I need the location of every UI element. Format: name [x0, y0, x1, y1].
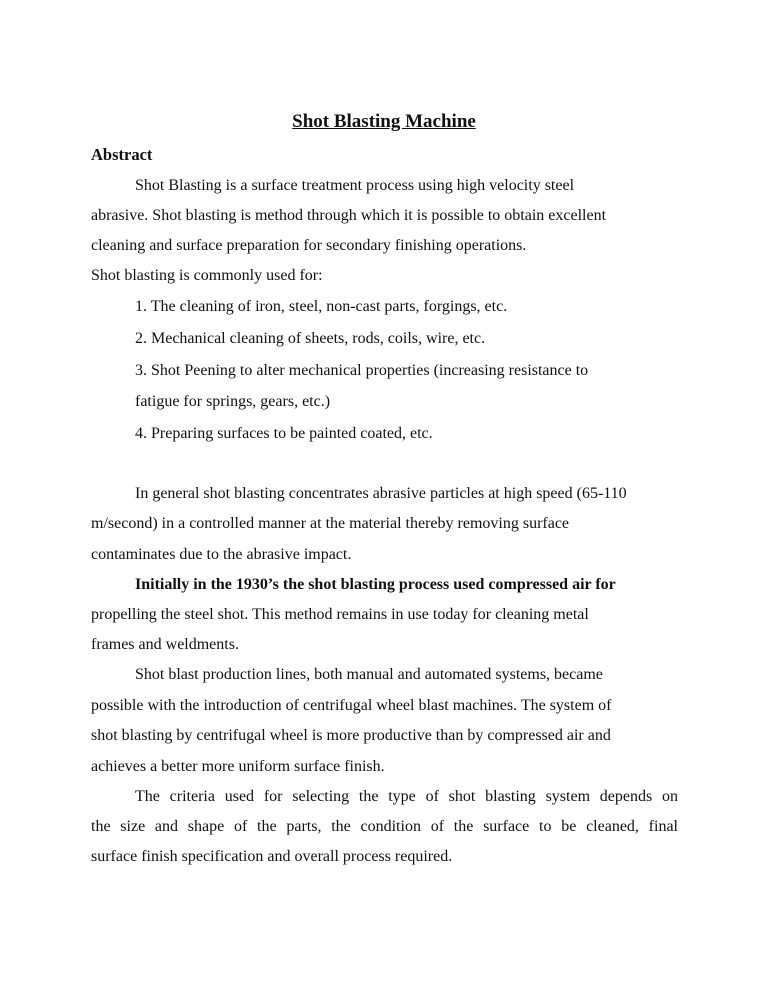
paragraph-line: propelling the steel shot. This method remains in use today for cleaning metal — [91, 606, 589, 623]
paragraph-line: abrasive. Shot blasting is method through which it is possible to obtain excellent — [91, 207, 607, 224]
paragraph-line: Shot blast production lines, both manual and automated systems, became — [135, 666, 603, 683]
paragraph-line: possible with the introduction of centrifugal wheel blast machines. The system of — [91, 697, 612, 714]
list-item: 3. Shot Peening to alter mechanical properties (increasing resistance to — [135, 362, 589, 379]
paragraph-line: m/second) in a controlled manner at the material thereby removing surface — [91, 515, 570, 532]
paragraph-line: Initially in the 1930’s the shot blasting process used compressed air for — [135, 576, 616, 593]
paragraph-line: The criteria used for selecting the type of shot blasting system depends on — [135, 788, 678, 805]
paragraph-line: Shot blasting is commonly used for: — [91, 267, 323, 284]
list-item-continuation: fatigue for springs, gears, etc.) — [135, 393, 331, 410]
list-item: 2. Mechanical cleaning of sheets, rods, coils, wire, etc. — [135, 330, 486, 347]
paragraph-line: shot blasting by centrifugal wheel is more productive than by compressed air and — [91, 727, 611, 744]
document-title: Shot Blasting Machine — [292, 111, 476, 132]
list-item: 1. The cleaning of iron, steel, non-cast parts, forgings, etc. — [135, 298, 508, 315]
paragraph-line: achieves a better more uniform surface finish. — [91, 758, 385, 775]
paragraph-line: contaminates due to the abrasive impact. — [91, 546, 352, 563]
paragraph-line: the size and shape of the parts, the condition of the surface to be cleaned, final — [91, 818, 678, 835]
list-item: 4. Preparing surfaces to be painted coated, etc. — [135, 425, 433, 442]
paragraph-line: frames and weldments. — [91, 636, 239, 653]
paragraph-line: cleaning and surface preparation for secondary finishing operations. — [91, 237, 527, 254]
paragraph-line: surface finish specification and overall process required. — [91, 848, 453, 865]
paragraph-line: Shot Blasting is a surface treatment process using high velocity steel — [135, 177, 575, 194]
section-heading: Abstract — [91, 145, 153, 164]
paragraph-line: In general shot blasting concentrates abrasive particles at high speed (65-110 — [135, 485, 627, 502]
